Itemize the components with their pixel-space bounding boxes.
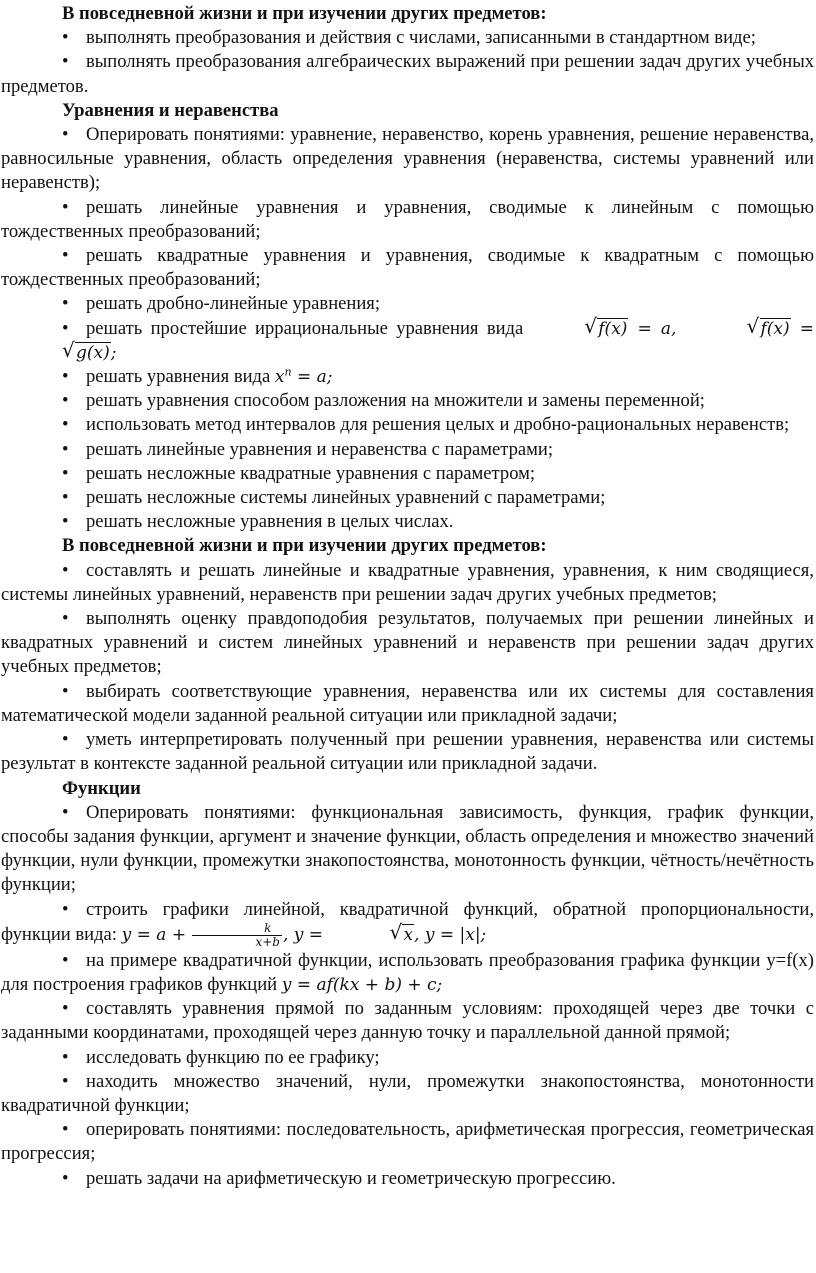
list-item-text: исследовать функцию по ее графику; <box>86 1046 380 1068</box>
list-item-text: составлять уравнения прямой по заданным условиям: проходящей через две точки с заданными координатами, проходящей через данную точку и параллельной данной прямой; <box>1 998 814 1044</box>
bullet-icon: • <box>62 390 69 412</box>
list-item <box>1 438 814 462</box>
bullet-icon: • <box>62 293 69 315</box>
list-item-text: составлять и решать линейные и квадратные уравнения, уравнения, к ним сводящиеся, системы линейных уравнений, неравенств при решении задач других учебных предметов; <box>1 559 814 605</box>
list-item <box>1 801 814 898</box>
bullet-icon: • <box>62 462 69 484</box>
list-item <box>1 1070 814 1118</box>
list-item <box>1 607 814 680</box>
bullet-icon: • <box>62 511 69 533</box>
list-item <box>1 26 814 50</box>
bullet-icon: • <box>62 949 69 971</box>
list-item <box>1 313 814 365</box>
list-item-text: решать линейные уравнения и уравнения, сводимые к линейным с помощью тождественных преобразований; <box>1 196 814 242</box>
section-heading: В повседневной жизни и при изучении других предметов: <box>62 3 547 24</box>
section-heading: Функции <box>62 777 141 799</box>
bullet-icon: • <box>62 196 69 218</box>
bullet-icon: • <box>62 51 69 73</box>
bullet-icon: • <box>62 729 69 751</box>
list-item-text: решать уравнения вида <box>86 366 275 388</box>
bullet-icon: • <box>62 317 69 339</box>
formula-transform: y = af(kx + b) + c; <box>281 974 443 995</box>
bullet-icon: • <box>62 1046 69 1068</box>
list-item-text: на примере квадратичной функции, использовать преобразования графика функции y=f(x) для построения графиков функций <box>1 949 814 995</box>
bullet-icon: • <box>62 487 69 509</box>
bullet-icon: • <box>62 801 69 823</box>
bullet-icon: • <box>62 414 69 436</box>
list-item <box>1 50 814 98</box>
bullet-icon: • <box>62 898 69 920</box>
list-item-text: выполнять преобразования и действия с числами, записанными в стандартном виде; <box>86 27 756 49</box>
list-item-text: строить графики линейной, квадратичной функций, обратной пропорциональности, функции вида: <box>1 898 814 945</box>
bullet-icon: • <box>62 559 69 581</box>
bullet-icon: • <box>62 608 69 630</box>
list-item-text: Оперировать понятиями: функциональная зависимость, функция, график функции, способы задания функции, аргумент и значение функции, область определения и множество значений функции, нули функции, промежутки знакопостоянства, монотонность функции, чётность/нечётность функции; <box>1 801 814 896</box>
sqrt-symbol: √ f(x) <box>584 313 628 339</box>
bullet-icon: • <box>62 438 69 460</box>
list-item-text: находить множество значений, нули, промежутки знакопостоянства, монотонности квадратичной функции; <box>1 1070 814 1116</box>
list-item-text: решать квадратные уравнения и уравнения, сводимые к квадратным с помощью тождественных преобразований; <box>1 245 814 291</box>
list-item <box>1 1118 814 1166</box>
list-item-text: решать уравнения способом разложения на множители и замены переменной; <box>86 390 705 412</box>
list-item-text: выполнять преобразования алгебраических выражений при решении задач других учебных предметов. <box>1 51 814 97</box>
formula-power: $x^n = a$; <box>274 365 333 388</box>
bullet-icon: • <box>62 1167 69 1189</box>
list-item <box>1 510 814 534</box>
list-item-text: решать простейшие иррациональные уравнения вида <box>86 317 524 339</box>
bullet-icon: • <box>62 680 69 702</box>
list-item <box>1 728 814 776</box>
list-item <box>1 997 814 1045</box>
sqrt-symbol: √ g(x) <box>62 337 110 363</box>
list-item <box>1 389 814 413</box>
list-item-text: использовать метод интервалов для решения целых и дробно-рациональных неравенств; <box>86 414 790 436</box>
list-item <box>1 123 814 196</box>
list-item <box>1 949 814 997</box>
bullet-icon: • <box>62 27 69 49</box>
bullet-icon: • <box>62 366 69 388</box>
bullet-icon: • <box>62 998 69 1020</box>
list-item-text: решать несложные уравнения в целых числах. <box>86 511 454 533</box>
list-item-text: оперировать понятиями: последовательность, арифметическая прогрессия, геометрическая прогрессия; <box>1 1119 814 1165</box>
list-item <box>1 486 814 510</box>
bullet-icon: • <box>62 245 69 267</box>
list-item <box>1 559 814 607</box>
formula-graphs: y = a + $\frac{k}{x+b}$ , y = √ x, y = |x|; <box>121 919 487 949</box>
list-item <box>1 244 814 292</box>
bullet-icon: • <box>62 1070 69 1092</box>
list-item <box>1 898 814 949</box>
list-item <box>1 1046 814 1070</box>
list-item-text: решать дробно-линейные уравнения; <box>86 293 381 315</box>
list-item-text: выбирать соответствующие уравнения, неравенства или их системы для составления математической модели заданной реальной ситуации или прикладной задачи; <box>1 680 814 726</box>
fraction: $\frac{k}{x+b}$ <box>192 922 282 949</box>
list-item-text: уметь интерпретировать полученный при решении уравнения, неравенства или системы результат в контексте заданной реальной ситуации или прикладной задачи. <box>1 729 814 775</box>
list-item <box>1 413 814 437</box>
sqrt-symbol: √ x <box>389 919 414 945</box>
formula-irrational: √ f(x) = a, √ f(x) = √ g(x); <box>1 319 814 363</box>
list-item-text: решать линейные уравнения и неравенства с параметрами; <box>86 438 554 460</box>
list-item-text: решать несложные квадратные уравнения с параметром; <box>86 462 536 484</box>
list-item <box>1 1167 814 1191</box>
list-item-text: Оперировать понятиями: уравнение, неравенство, корень уравнения, решение неравенства, равносильные уравнения, область определения уравнения (неравенства, системы уравнений или неравенств); <box>1 124 814 194</box>
section-heading: В повседневной жизни и при изучении других предметов: <box>62 535 547 557</box>
list-item <box>1 462 814 486</box>
list-item-text: решать задачи на арифметическую и геометрическую прогрессию. <box>86 1167 616 1189</box>
section-heading: Уравнения и неравенства <box>62 99 279 121</box>
list-item <box>1 680 814 728</box>
list-item-text: выполнять оценку правдоподобия результатов, получаемых при решении линейных и квадратных уравнений и систем линейных уравнений и неравенств при решении задач других учебных предметов; <box>1 608 814 678</box>
list-item-text: решать несложные системы линейных уравнений с параметрами; <box>86 487 606 509</box>
bullet-icon: • <box>62 1119 69 1141</box>
bullet-icon: • <box>62 124 69 146</box>
list-item <box>1 365 814 389</box>
list-item <box>1 196 814 244</box>
sqrt-symbol: √ f(x) <box>746 313 790 339</box>
